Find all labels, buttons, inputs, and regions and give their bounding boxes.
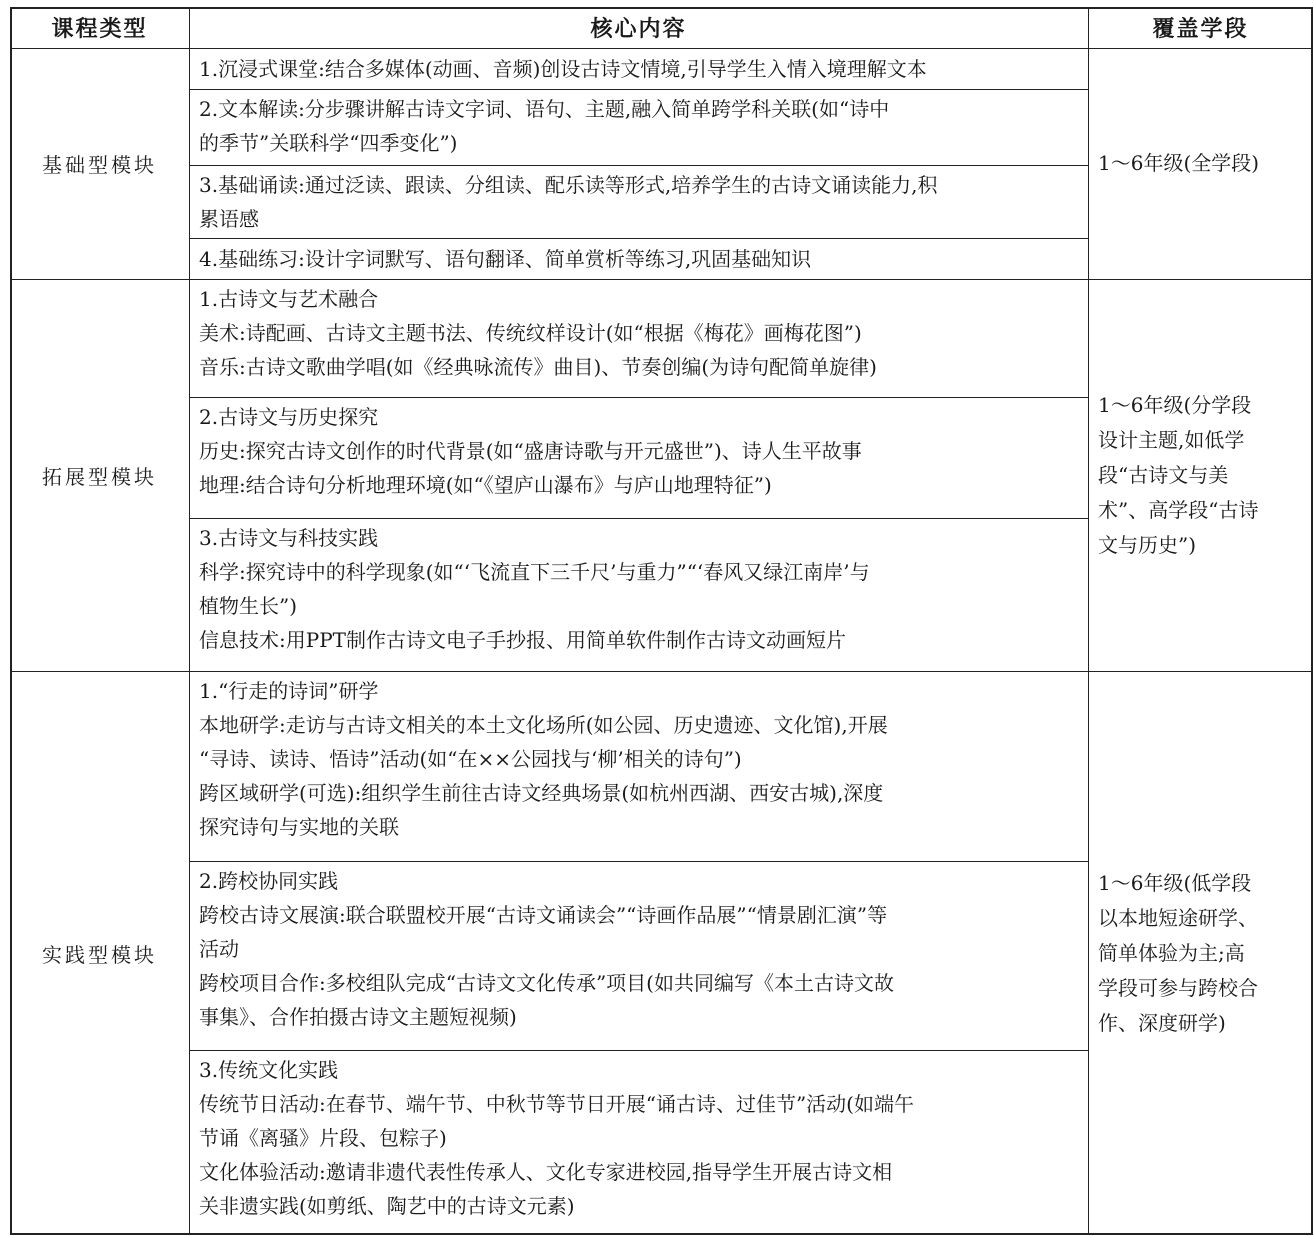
header-type: 课程类型: [51, 17, 148, 42]
content-line: 1.古诗文与艺术融合: [199, 287, 379, 311]
content-line: 音乐:古诗文歌曲学唱(如《经典咏流传》曲目)、节奏创编(为诗句配简单旋律): [199, 355, 877, 379]
content-line: 3.古诗文与科技实践: [199, 526, 379, 550]
content-item: [189, 397, 1088, 518]
content-line: 1.沉浸式课堂:结合多媒体(动画、音频)创设古诗文情境,引导学生入情入境理解文本: [199, 56, 927, 81]
content-line: 历史:探究古诗文创作的时代背景(如“盛唐诗歌与开元盛世”)、诗人生平故事: [199, 439, 862, 463]
content-line: 关非遗实践(如剪纸、陶艺中的古诗文元素): [199, 1194, 575, 1218]
content-line: 美术:诗配画、古诗文主题书法、传统纹样设计(如“根据《梅花》画梅花图”): [199, 321, 862, 345]
content-text: [199, 1053, 1080, 1223]
content-text: [199, 242, 811, 276]
content-text: [199, 521, 1080, 657]
content-line: 跨区域研学(可选):组织学生前往古诗文经典场景(如杭州西湖、西安古城),深度: [199, 781, 884, 805]
content-text: [199, 400, 1080, 502]
content-text: [199, 92, 1080, 160]
content-line: 1.“行走的诗词”研学: [199, 679, 379, 703]
coverage-cell: [1088, 48, 1313, 279]
course-table: [10, 7, 1313, 1235]
content-text: [199, 168, 1080, 236]
content-line: 探究诗句与实地的关联: [199, 815, 399, 839]
content-line: 2.文本解读:分步骤讲解古诗文字词、语句、主题,融入简单跨学科关联(如“诗中: [199, 97, 890, 121]
content-line: 3.基础诵读:通过泛读、跟读、分组读、配乐读等形式,培养学生的古诗文诵读能力,积: [199, 173, 938, 197]
content-line: 4.基础练习:设计字词默写、语句翻译、简单赏析等练习,巩固基础知识: [199, 246, 812, 271]
coverage-line: 1～6年级(全学段): [1098, 151, 1260, 175]
coverage-text: [1098, 866, 1258, 1041]
coverage-line: 文与历史”): [1098, 532, 1197, 557]
content-line: 本地研学:走访与古诗文相关的本土文化场所(如公园、历史遗迹、文化馆),开展: [199, 713, 888, 737]
header-content: 核心内容: [590, 17, 687, 42]
content-line: 累语感: [199, 207, 259, 231]
content-item: [189, 518, 1088, 671]
content-item: [189, 861, 1088, 1050]
content-line: 地理:结合诗句分析地理环境(如“《望庐山瀑布》与庐山地理特征”): [199, 473, 772, 497]
content-line: 文化体验活动:邀请非遗代表性传承人、文化专家进校园,指导学生开展古诗文相: [199, 1160, 893, 1184]
module-name: 实践型模块: [42, 942, 157, 967]
coverage-line: 1～6年级(低学段: [1098, 870, 1252, 895]
content-line: 跨校项目合作:多校组队完成“古诗文文化传承”项目(如共同编写《本土古诗文故: [199, 971, 894, 995]
content-item: [189, 1050, 1088, 1235]
content-item: [189, 165, 1088, 238]
content-item: [189, 671, 1088, 861]
content-item: [189, 279, 1088, 397]
coverage-line: 1～6年级(分学段: [1098, 392, 1252, 417]
content-line: 3.传统文化实践: [199, 1058, 339, 1082]
content-text: [199, 674, 1080, 844]
content-line: 植物生长”): [199, 594, 298, 618]
coverage-line: 学段可参与跨校合: [1098, 975, 1258, 1000]
content-text: [199, 282, 1080, 384]
content-line: 活动: [199, 937, 239, 961]
coverage-line: 简单体验为主;高: [1098, 940, 1245, 965]
coverage-line: 设计主题,如低学: [1098, 427, 1245, 452]
content-line: 事集》、合作拍摄古诗文主题短视频): [199, 1005, 517, 1029]
content-item: [189, 89, 1088, 165]
content-item: [189, 48, 1088, 89]
coverage-text: [1098, 388, 1258, 563]
coverage-cell: [1088, 279, 1313, 671]
content-line: 的季节”关联科学“四季变化”): [199, 131, 458, 155]
coverage-cell: [1088, 671, 1313, 1235]
header-grades: 覆盖学段: [1152, 17, 1249, 42]
content-line: 传统节日活动:在春节、端午节、中秋节等节日开展“诵古诗、过佳节”活动(如端午: [199, 1092, 914, 1116]
content-line: 跨校古诗文展演:联合联盟校开展“古诗文诵读会”“诗画作品展”“情景剧汇演”等: [199, 903, 888, 927]
coverage-line: 术”、高学段“古诗: [1098, 497, 1259, 522]
content-line: 2.跨校协同实践: [199, 869, 339, 893]
content-line: 节诵《离骚》片段、包粽子): [199, 1126, 447, 1150]
coverage-line: 作、深度研学): [1098, 1010, 1226, 1035]
content-line: 科学:探究诗中的科学现象(如“‘飞流直下三千尺’与重力”“‘春风又绿江南岸’与: [199, 560, 870, 584]
coverage-text: [1098, 146, 1259, 181]
coverage-line: 段“古诗文与美: [1098, 462, 1229, 487]
module-name: 拓展型模块: [42, 464, 157, 489]
content-text: [199, 864, 1080, 1034]
content-item: [189, 238, 1088, 279]
module-name: 基础型模块: [42, 153, 157, 177]
content-line: “寻诗、读诗、悟诗”活动(如“在××公园找与‘柳’相关的诗句”): [199, 747, 742, 771]
coverage-line: 以本地短途研学、: [1098, 905, 1258, 930]
content-line: 信息技术:用PPT制作古诗文电子手抄报、用简单软件制作古诗文动画短片: [199, 628, 846, 652]
content-line: 2.古诗文与历史探究: [199, 405, 379, 429]
content-text: [199, 52, 927, 86]
